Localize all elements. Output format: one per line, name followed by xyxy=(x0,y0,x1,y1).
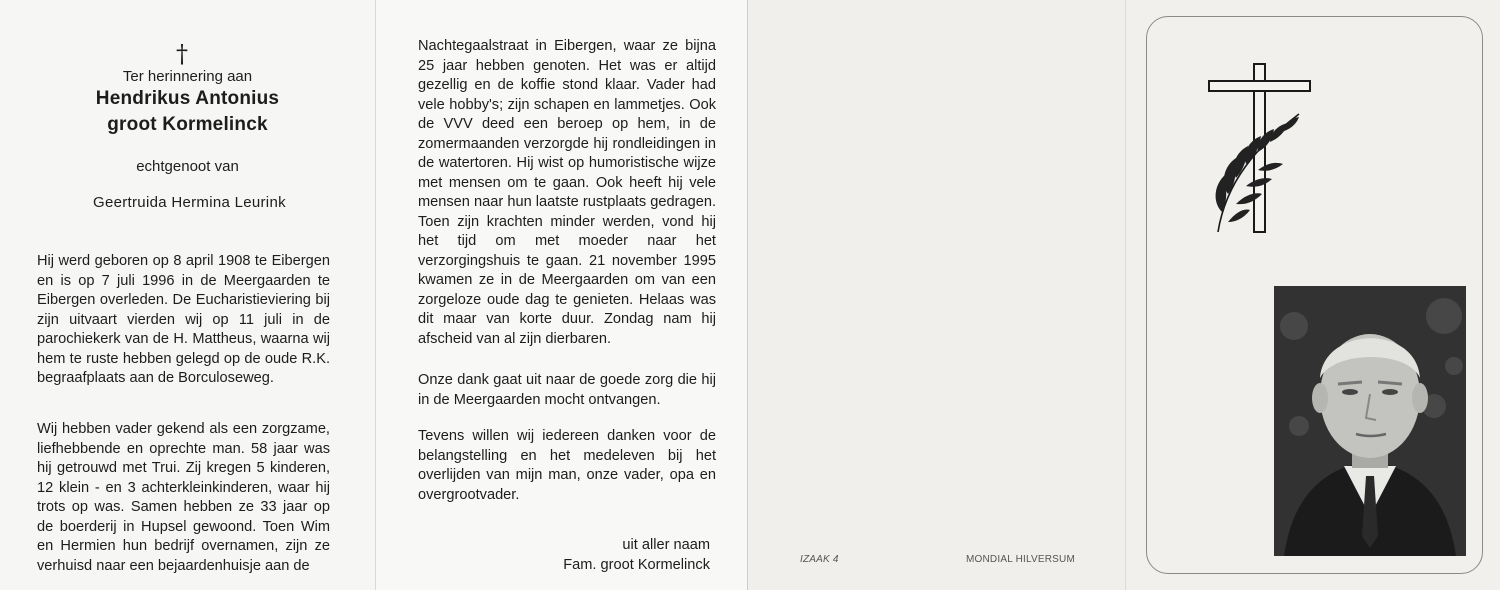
thanks-sympathy-paragraph: Tevens willen wij iedereen danken voor de belangstelling en het medeleven bij het overlijden van mijn man, onze vader, opa en overgrootvader. xyxy=(418,428,716,503)
imprint-code: IZAAK 4 xyxy=(800,554,839,565)
thanks-care-paragraph: Onze dank gaat uit naar de goede zorg die hij in de Meergaarden mocht ontvangen. xyxy=(418,372,716,408)
remembrance-continued-paragraph: Nachtegaalstraat in Eibergen, waar ze bijna 25 jaar hebben genoten. Het was er altijd gezellig en de koffie stond klaar. Vader had vele hobby's; zijn schapen en lammetjes. Ook de VVV deed een beroep op hem, in de zomermaanden verzorgde hij rondleidingen in de watertoren. Hij wist op humoristische wijze met mensen om te gaan. Ook heeft hij vele mensen naar hun laatste rustplaats gedragen. Toen zijn krachten minder werden, vond hij het tijd om met moeder naar het verzorgingshuis te gaan. 21 november 1995 kwamen ze in de Meergaarden om van een zorgeloze oude dag te genieten. Helaas was dit maar van korte duur. Zondag nam hij afscheid van al zijn dierbaren. xyxy=(418,38,716,347)
imprint-printer: MONDIAL HILVERSUM xyxy=(966,554,1075,565)
card-page-middle xyxy=(375,0,748,590)
cross-icon: † xyxy=(176,40,188,68)
deceased-name-line2: groot Kormelinck xyxy=(107,114,268,135)
signature-line2: Fam. groot Kormelinck xyxy=(563,557,710,573)
remembrance-paragraph: Wij hebben vader gekend als een zorgzame, liefhebbende en oprechte man. 58 jaar was hij getrouwd met Trui. Zij kregen 5 kinderen, 12 klein - en 3 achterkleinkinderen, waar hij trots op was. Samen hebben ze 33 jaar op de boerderij in Hupsel gewoond. Toen Wim en Hermien hun bedrijf overnamen, zijn ze verhuisd naar een bejaardenhuisje aan de xyxy=(37,421,330,574)
deceased-name-line1: Hendrikus Antonius xyxy=(95,88,280,109)
cross-with-palm-branch-icon xyxy=(1206,62,1316,237)
intro-text: Ter herinnering aan xyxy=(122,68,253,85)
signature-line1: uit aller naam xyxy=(622,537,710,553)
portrait-photo xyxy=(1274,286,1466,556)
biography-paragraph: Hij werd geboren op 8 april 1908 te Eibergen en is op 7 juli 1996 in de Meergaarden te Eibergen overleden. De Eucharistieviering bij zijn uitvaart vierden wij op 11 juli in de parochiekerk van de H. Mattheus, waarna wij hem te ruste hebben gelegd op de oude R.K. begraafplaats aan de Borculoseweg. xyxy=(37,253,330,386)
card-page-left xyxy=(0,0,375,590)
spouse-label: echtgenoot van xyxy=(136,158,239,175)
card-page-blank xyxy=(747,0,1126,590)
spouse-name: Geertruida Hermina Leurink xyxy=(93,194,286,211)
card-page-cover xyxy=(1125,0,1500,590)
